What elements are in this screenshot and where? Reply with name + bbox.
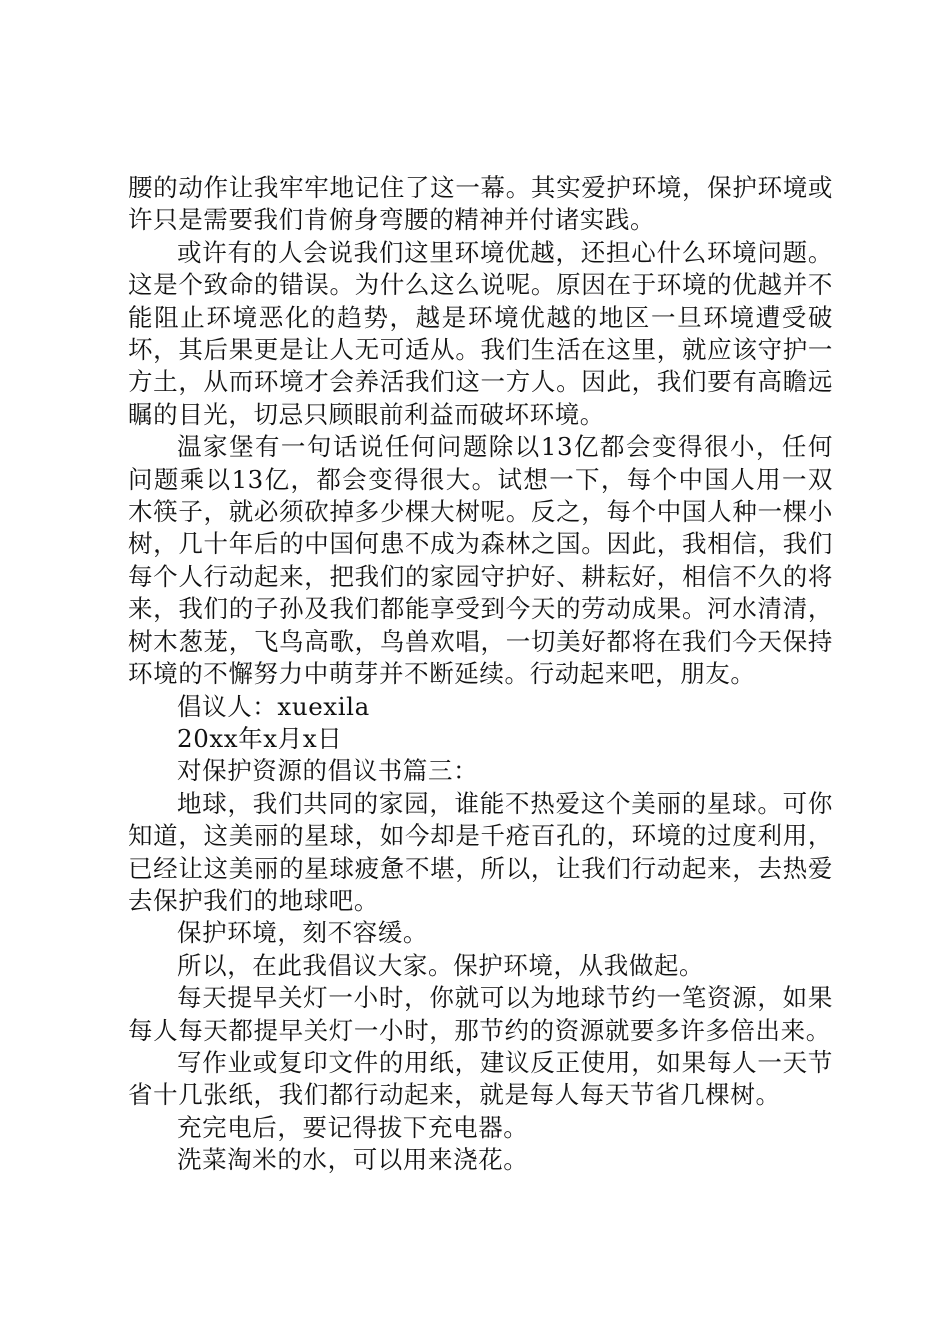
paragraph-9: 所以，在此我倡议大家。保护环境，从我做起。 bbox=[177, 950, 705, 980]
signature-line: 倡议人：xuexila bbox=[177, 691, 370, 721]
section-heading: 对保护资源的倡议书篇三： bbox=[177, 756, 479, 786]
paragraph-8: 保护环境，刻不容缓。 bbox=[177, 918, 428, 948]
paragraph-11: 写作业或复印文件的用纸，建议反正使用，如果每人一天节省十几张纸，我们都行动起来，就是每人每天节省几棵树。 bbox=[128, 1047, 833, 1110]
paragraph-12: 充完电后，要记得拔下充电器。 bbox=[177, 1112, 529, 1142]
document-body bbox=[128, 172, 833, 1177]
paragraph-13: 洗菜淘米的水，可以用来浇花。 bbox=[177, 1145, 529, 1175]
date-line: 20xx年x月x日 bbox=[177, 723, 343, 753]
paragraph-1: 腰的动作让我牢牢地记住了这一幕。其实爱护环境，保护环境或许只是需要我们肯俯身弯腰的精神并付诸实践。 bbox=[128, 173, 833, 235]
paragraph-3: 温家堡有一句话说任何问题除以13亿都会变得很小，任何问题乘以13亿，都会变得很大。试想一下，每个中国人用一双木筷子，就必须砍掉多少棵大树呢。反之，每个中国人种一棵小树，几十年后的中国何患不成为森林之国。因此，我相信，我们每个人行动起来，把我们的家园守护好、耕耘好，相信不久的将来，我们的子孙及我们都能享受到今天的劳动成果。河水清清，树木葱茏，飞鸟高歌，鸟兽欢唱，一切美好都将在我们今天保持环境的不懈努力中萌芽并不断延续。行动起来吧，朋友。 bbox=[128, 432, 833, 689]
paragraph-7: 地球，我们共同的家园，谁能不热爱这个美丽的星球。可你知道，这美丽的星球，如今却是千疮百孔的，环境的过度利用，已经让这美丽的星球疲惫不堪，所以，让我们行动起来，去热爱去保护我们的地球吧。 bbox=[128, 788, 833, 915]
paragraph-2: 或许有的人会说我们这里环境优越，还担心什么环境问题。这是个致命的错误。为什么这么说呢。原因在于环境的优越并不能阻止环境恶化的趋势，越是环境优越的地区一旦环境遭受破坏，其后果更是让人无可适从。我们生活在这里，就应该守护一方土，从而环境才会养活我们这一方人。因此，我们要有高瞻远瞩的目光，切忌只顾眼前利益而破坏环境。 bbox=[128, 237, 833, 429]
paragraph-10: 每天提早关灯一小时，你就可以为地球节约一笔资源，如果每人每天都提早关灯一小时，那节约的资源就要多许多倍出来。 bbox=[128, 983, 833, 1045]
